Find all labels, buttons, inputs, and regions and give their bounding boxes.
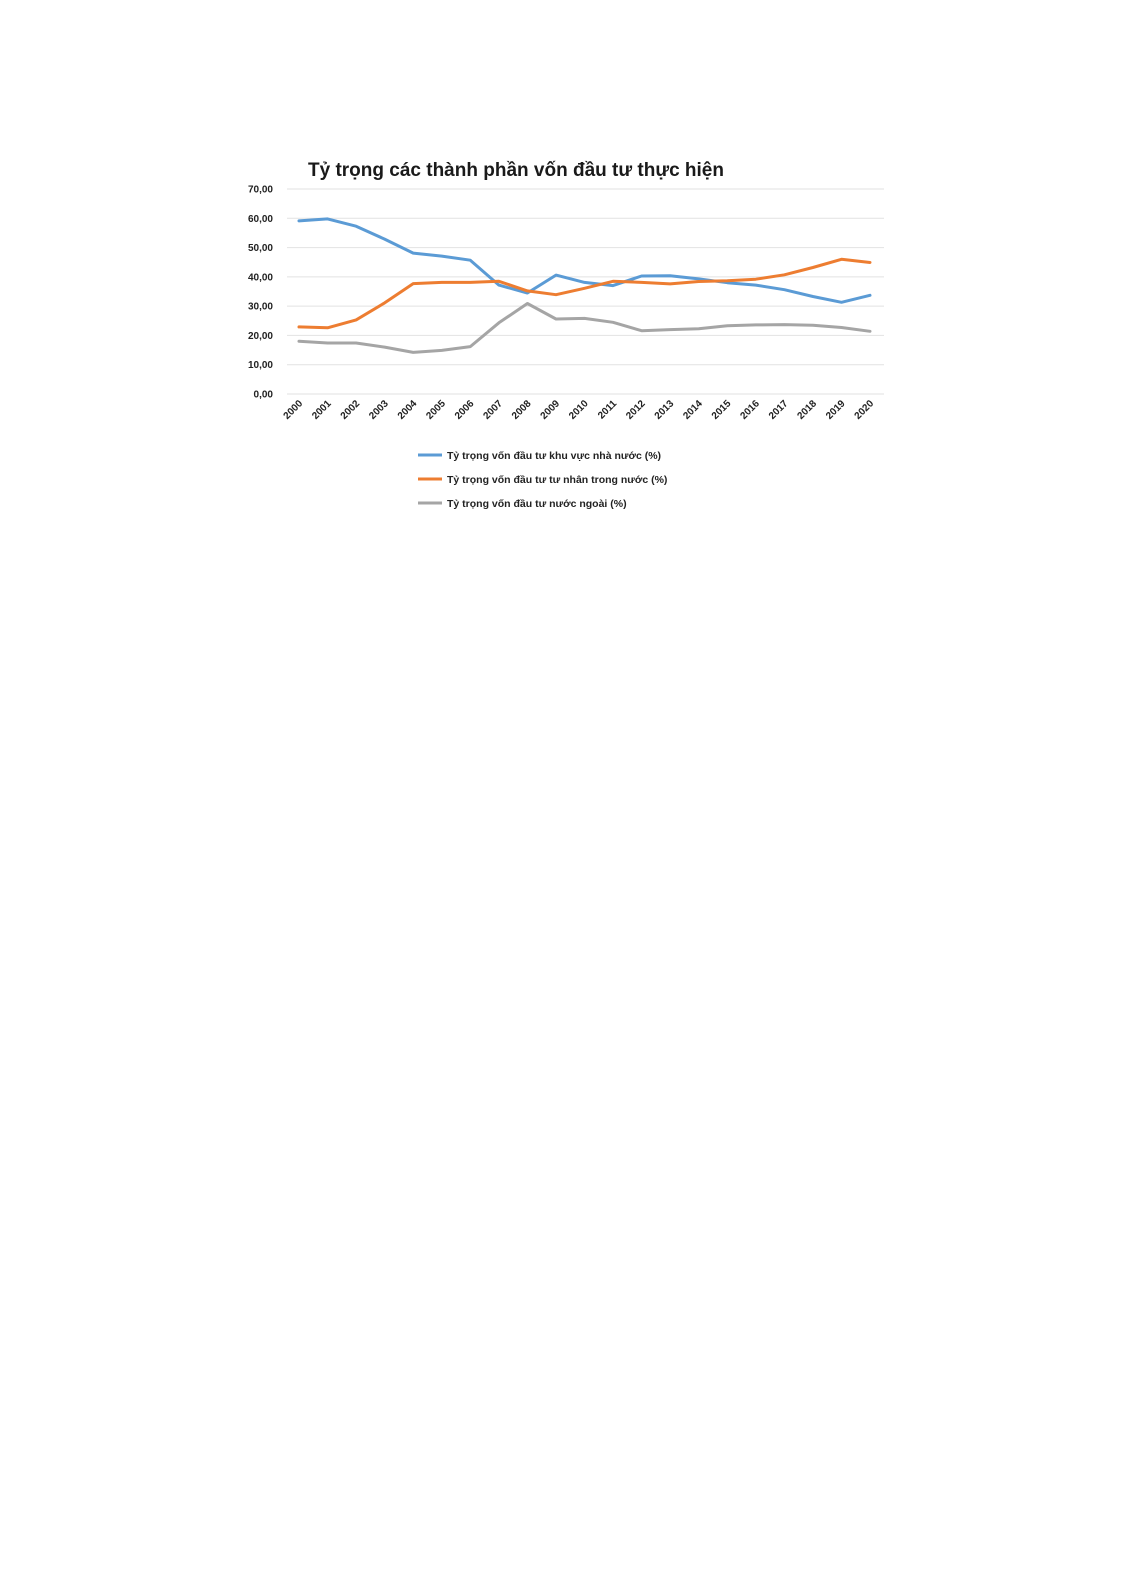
x-tick-label: 2011	[596, 398, 620, 422]
series-lines	[299, 219, 870, 353]
x-tick-label: 2002	[338, 398, 363, 422]
x-tick-label: 2006	[452, 398, 477, 422]
x-tick-label: 2010	[567, 398, 591, 422]
x-tick-label: 2017	[766, 398, 791, 422]
x-tick-label: 2000	[281, 398, 306, 422]
legend-label-3: Tỷ trọng vốn đầu tư nước ngoài (%)	[447, 498, 627, 510]
chart-title: Tỷ trọng các thành phần vốn đầu tư thực hiện	[308, 160, 724, 181]
x-axis	[282, 398, 877, 422]
legend-label-1: Tỷ trọng vốn đầu tư khu vực nhà nước (%)	[447, 450, 662, 462]
y-tick-label: 70,00	[247, 184, 273, 196]
y-tick-label: 30,00	[247, 301, 273, 313]
x-tick-label: 2012	[624, 398, 648, 422]
x-tick-label: 2016	[738, 398, 762, 422]
x-tick-label: 2019	[824, 398, 848, 422]
y-axis	[248, 185, 273, 401]
legend	[418, 450, 667, 510]
x-tick-label: 2004	[395, 398, 420, 422]
y-tick-label: 60,00	[247, 213, 273, 225]
x-tick-label: 2008	[510, 398, 534, 422]
x-tick-label: 2001	[310, 398, 334, 422]
y-tick-label: 10,00	[247, 360, 273, 372]
x-tick-label: 2003	[367, 398, 391, 422]
x-tick-label: 2018	[795, 398, 820, 422]
y-tick-label: 20,00	[247, 330, 273, 342]
x-tick-label: 2009	[538, 398, 563, 422]
y-tick-label: 50,00	[247, 243, 273, 255]
legend-label-2: Tỷ trọng vốn đầu tư tư nhân trong nước (%)	[447, 474, 668, 486]
x-tick-label: 2014	[681, 398, 705, 422]
x-tick-label: 2015	[709, 398, 734, 422]
x-tick-label: 2005	[424, 398, 448, 422]
x-tick-label: 2020	[852, 398, 877, 422]
y-tick-label: 40,00	[247, 272, 273, 284]
y-tick-label: 0,00	[253, 389, 273, 401]
x-tick-label: 2007	[481, 398, 505, 422]
series-line-3	[299, 304, 870, 353]
x-tick-label: 2013	[652, 398, 677, 422]
